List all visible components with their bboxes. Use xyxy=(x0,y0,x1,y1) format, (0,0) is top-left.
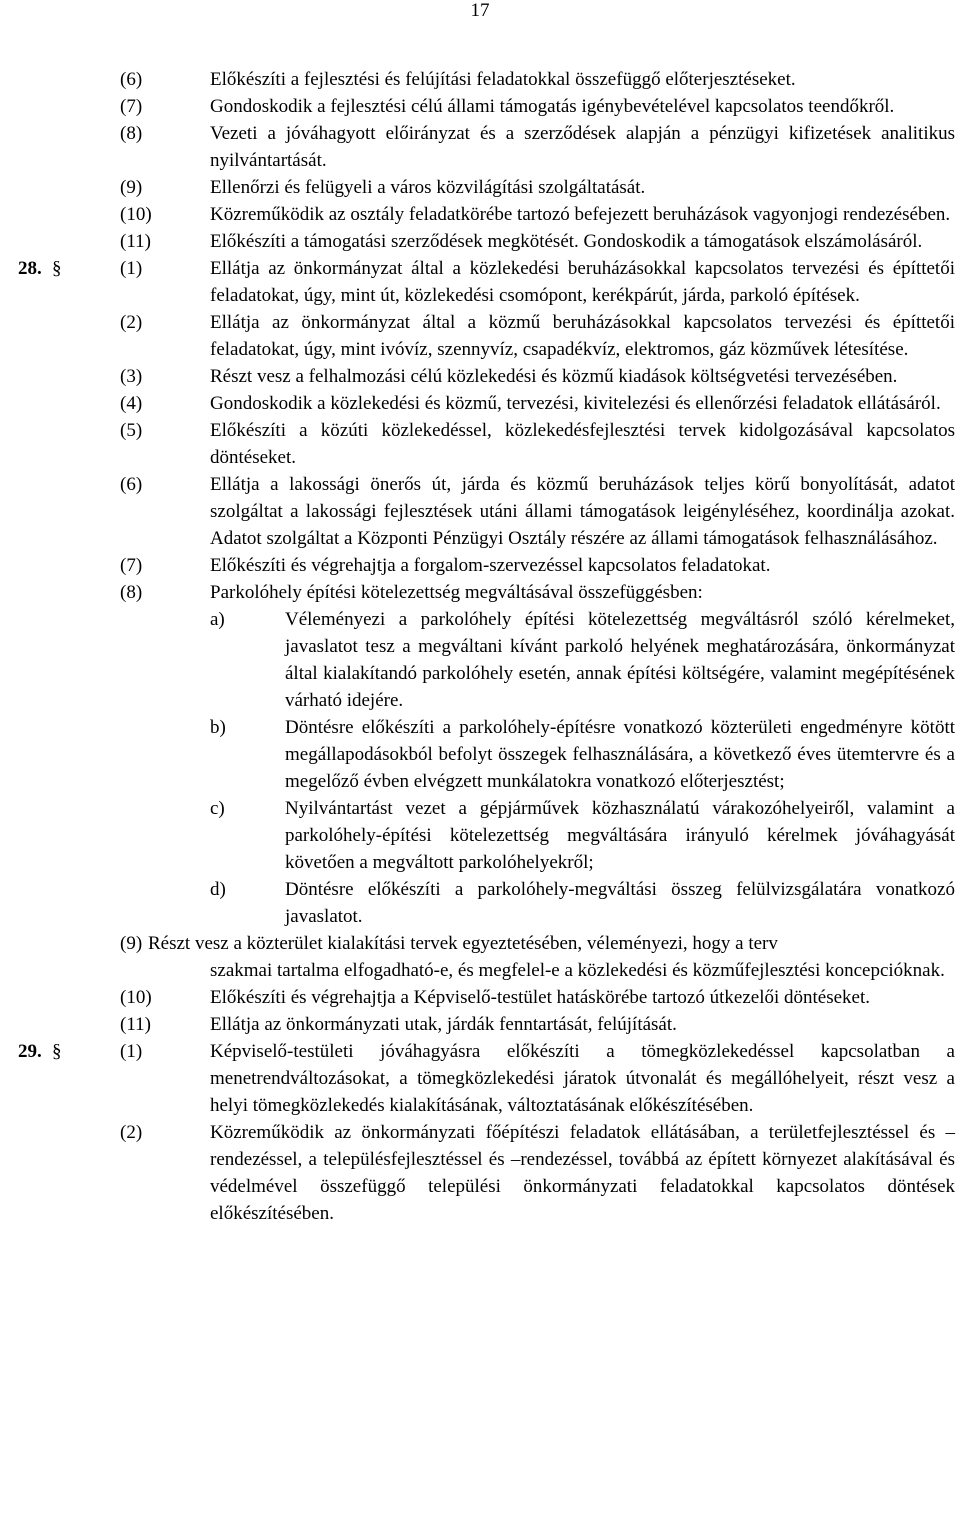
sub-item-text: Döntésre előkészíti a parkolóhely-építésre vonatkozó közterületi engedményre kötött megállapodásokból befolyt összegek felhasználására, a következő éves ütemtervre és a megelőző évben elvégzett munkálatokra vonatkozó előterjesztést; xyxy=(285,717,955,792)
list-item xyxy=(0,1119,960,1227)
sub-list-item xyxy=(0,606,960,714)
item-number: (9) xyxy=(120,933,143,954)
item-text: Ellátja az önkormányzati utak, járdák fenntartását, felújítását. xyxy=(210,1014,677,1035)
list-item xyxy=(0,552,960,579)
sub-list-item xyxy=(0,714,960,795)
item-text: Gondoskodik a közlekedési és közmű, tervezési, kivitelezési és ellenőrzési feladatok ellátásáról. xyxy=(210,393,941,414)
section-label: 29. xyxy=(18,1041,42,1062)
section-sign: § xyxy=(52,258,62,279)
list-item xyxy=(0,363,960,390)
item-number: (1) xyxy=(120,258,143,279)
item-text: Előkészíti a fejlesztési és felújítási feladatokkal összefüggő előterjesztéseket. xyxy=(210,69,796,90)
sub-item-text: Döntésre előkészíti a parkolóhely-megváltási összeg felülvizsgálatára vonatkozó javaslatot. xyxy=(285,879,955,927)
item-text: Ellenőrzi és felügyeli a város közvilágítási szolgáltatását. xyxy=(210,177,646,198)
sub-item-letter: b) xyxy=(210,717,226,738)
sub-list-item xyxy=(0,876,960,930)
list-item xyxy=(0,255,960,309)
list-item xyxy=(0,1011,960,1038)
list-item xyxy=(0,93,960,120)
list-item xyxy=(0,1038,960,1119)
list-item xyxy=(0,120,960,174)
item-number: (8) xyxy=(120,582,143,603)
sub-list-item xyxy=(0,795,960,876)
item-text: Képviselő-testületi jóváhagyásra előkészíti a tömegközlekedéssel kapcsolatban a menetrendváltozásokat, a tömegközlekedési járatok útvonalát és megállóhelyeit, részt vesz a helyi tömegközlekedés kialakításának, változtatásának előkészítésében. xyxy=(210,1041,955,1116)
item-text: Részt vesz a felhalmozási célú közlekedési és közmű kiadások költségvetési tervezésében. xyxy=(210,366,898,387)
item-number: (4) xyxy=(120,393,143,414)
item-number: (10) xyxy=(120,987,152,1008)
item-text: Előkészíti a közúti közlekedéssel, közlekedésfejlesztési tervek kidolgozásával kapcsolatos döntéseket. xyxy=(210,420,955,468)
list-item xyxy=(0,201,960,228)
list-item xyxy=(0,309,960,363)
item-text: Előkészíti és végrehajtja a forgalom-szervezéssel kapcsolatos feladatokat. xyxy=(210,555,771,576)
item-text: Vezeti a jóváhagyott előirányzat és a szerződések alapján a pénzügyi kifizetések analitikus nyilvántartását. xyxy=(210,123,955,171)
item-text: Közreműködik az osztály feladatkörébe tartozó befejezett beruházások vagyonjogi rendezésében. xyxy=(210,204,951,225)
item-text: Ellátja az önkormányzat által a közlekedési beruházásokkal kapcsolatos tervezési és építtetői feladatokat, úgy, mint út, közlekedési csomópont, kerékpárút, járda, parkoló építések. xyxy=(210,258,955,306)
list-item xyxy=(0,930,960,984)
item-text: Ellátja az önkormányzat által a közmű beruházásokkal kapcsolatos tervezési és építtetői feladatokat, úgy, mint ivóvíz, szennyvíz, csapadékvíz, elektromos, gáz közművek létesítése. xyxy=(210,312,955,360)
item-text: Közreműködik az önkormányzati főépítészi feladatok ellátásában, a területfejlesztéssel és –rendezéssel, a településfejlesztéssel és –rendezéssel, továbbá az épített környezet alakításával és védelmével összefüggő települési önkormányzati feladatokkal kapcsolatos döntések előkészítésében. xyxy=(210,1122,955,1224)
sub-item-letter: c) xyxy=(210,798,225,819)
sub-item-letter: d) xyxy=(210,879,226,900)
list-item xyxy=(0,579,960,606)
item-text-first-line: Részt vesz a közterület kialakítási tervek egyeztetésében, véleményezi, hogy a terv xyxy=(148,933,778,954)
item-text: szakmai tartalma elfogadható-e, és megfelel-e a közlekedési és közműfejlesztési koncepcióknak. xyxy=(210,960,945,981)
item-number: (7) xyxy=(120,96,143,117)
list-item xyxy=(0,471,960,552)
list-item xyxy=(0,984,960,1011)
item-text: Előkészíti a támogatási szerződések megkötését. Gondoskodik a támogatások elszámolásáról. xyxy=(210,231,923,252)
item-number: (3) xyxy=(120,366,143,387)
item-number: (6) xyxy=(120,474,143,495)
item-text: Ellátja a lakossági önerős út, járda és közmű beruházások teljes körű bonyolítását, adatot szolgáltat a lakossági fejlesztések utáni állami támogatások leigényléséhez, koordinálja azokat. Adatot szolgáltat a Központi Pénzügyi Osztály részére az állami támogatások felhasználásához. xyxy=(210,474,955,549)
item-number: (11) xyxy=(120,1014,151,1035)
item-number: (5) xyxy=(120,420,143,441)
item-text: Gondoskodik a fejlesztési célú állami támogatás igénybevételével kapcsolatos teendőkről. xyxy=(210,96,895,117)
page-number: 17 xyxy=(470,0,490,21)
item-number: (10) xyxy=(120,204,152,225)
item-number: (9) xyxy=(120,177,143,198)
sub-item-text: Nyilvántartást vezet a gépjárművek közhasználatú várakozóhelyeiről, valamint a parkolóhely-építési kötelezettség megváltására irányuló kérelmek jóváhagyását követően a megváltott parkolóhelyekről; xyxy=(285,798,955,873)
sub-item-letter: a) xyxy=(210,609,225,630)
item-number: (2) xyxy=(120,1122,143,1143)
section-sign: § xyxy=(52,1041,62,1062)
section-label: 28. xyxy=(18,258,42,279)
item-number: (7) xyxy=(120,555,143,576)
item-number: (6) xyxy=(120,69,143,90)
list-item xyxy=(0,174,960,201)
list-item xyxy=(0,390,960,417)
item-number: (1) xyxy=(120,1041,143,1062)
list-item xyxy=(0,228,960,255)
item-number: (11) xyxy=(120,231,151,252)
item-text: Parkolóhely építési kötelezettség megváltásával összefüggésben: xyxy=(210,582,703,603)
item-number: (8) xyxy=(120,123,143,144)
sub-item-text: Véleményezi a parkolóhely építési kötelezettség megváltásról szóló kérelmeket, javaslatot tesz a megváltani kívánt parkoló helyének meghatározására, önkormányzat által kialakítandó parkolóhely esetén, annak építési költségére, valamint megépítésének várható idejére. xyxy=(285,609,955,711)
item-text: Előkészíti és végrehajtja a Képviselő-testület hatáskörébe tartozó útkezelői döntéseket. xyxy=(210,987,870,1008)
list-item xyxy=(0,66,960,93)
list-item xyxy=(0,417,960,471)
item-number: (2) xyxy=(120,312,143,333)
document-body xyxy=(0,66,960,1227)
